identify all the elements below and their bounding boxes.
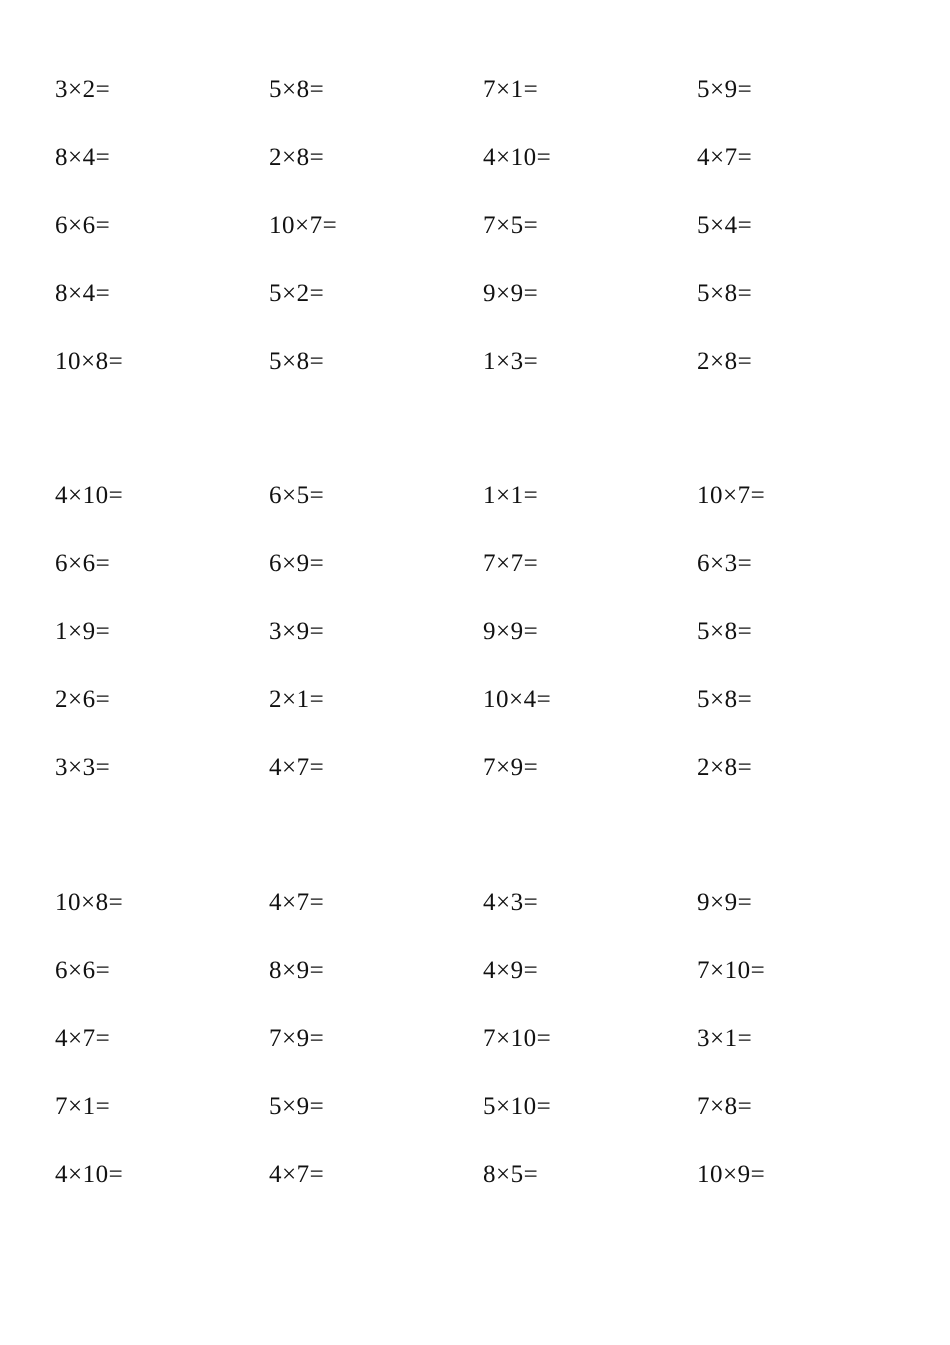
problem: 9×9= — [483, 618, 539, 645]
problem: 5×8= — [269, 76, 325, 103]
problem: 5×4= — [697, 212, 753, 239]
problem: 1×3= — [483, 348, 539, 375]
problem: 4×10= — [483, 144, 552, 171]
problem-row — [0, 206, 950, 246]
problem: 6×6= — [55, 957, 111, 984]
problem: 5×9= — [269, 1093, 325, 1120]
problem-row — [0, 1087, 950, 1127]
problem-row — [0, 951, 950, 991]
problem-row — [0, 342, 950, 382]
problem: 3×2= — [55, 76, 111, 103]
problem: 6×9= — [269, 550, 325, 577]
problem: 7×8= — [697, 1093, 753, 1120]
problem-row — [0, 274, 950, 314]
problem: 4×3= — [483, 889, 539, 916]
problem: 6×3= — [697, 550, 753, 577]
problem: 5×8= — [697, 280, 753, 307]
problem: 7×10= — [483, 1025, 552, 1052]
problem: 2×1= — [269, 686, 325, 713]
problem: 8×5= — [483, 1161, 539, 1188]
problem-row — [0, 883, 950, 923]
problem-row — [0, 70, 950, 110]
problem: 5×8= — [697, 618, 753, 645]
problem-row — [0, 544, 950, 584]
problem-row — [0, 748, 950, 788]
problem: 4×10= — [55, 482, 124, 509]
problem: 6×6= — [55, 550, 111, 577]
problem-row — [0, 612, 950, 652]
problem: 7×7= — [483, 550, 539, 577]
problem: 2×8= — [697, 348, 753, 375]
problem: 1×1= — [483, 482, 539, 509]
problem: 6×6= — [55, 212, 111, 239]
problem: 7×1= — [483, 76, 539, 103]
problem: 10×8= — [55, 889, 124, 916]
problem: 10×4= — [483, 686, 552, 713]
problem: 8×4= — [55, 280, 111, 307]
problem-row — [0, 1155, 950, 1195]
problem: 10×8= — [55, 348, 124, 375]
problem: 5×8= — [697, 686, 753, 713]
problem: 10×9= — [697, 1161, 766, 1188]
problem: 9×9= — [483, 280, 539, 307]
problem-row — [0, 1019, 950, 1059]
problem: 6×5= — [269, 482, 325, 509]
problem: 1×9= — [55, 618, 111, 645]
problem: 7×1= — [55, 1093, 111, 1120]
problem: 7×9= — [483, 754, 539, 781]
problem: 4×7= — [697, 144, 753, 171]
problem: 4×10= — [55, 1161, 124, 1188]
problem: 5×2= — [269, 280, 325, 307]
problem-row — [0, 138, 950, 178]
problem: 5×10= — [483, 1093, 552, 1120]
problem: 2×6= — [55, 686, 111, 713]
problem: 7×9= — [269, 1025, 325, 1052]
problem-row — [0, 476, 950, 516]
problem: 4×7= — [269, 1161, 325, 1188]
problem: 8×4= — [55, 144, 111, 171]
problem: 3×3= — [55, 754, 111, 781]
problem-row — [0, 680, 950, 720]
problem: 7×10= — [697, 957, 766, 984]
problem: 5×9= — [697, 76, 753, 103]
problem: 9×9= — [697, 889, 753, 916]
problem: 7×5= — [483, 212, 539, 239]
problem: 2×8= — [269, 144, 325, 171]
problem: 5×8= — [269, 348, 325, 375]
problem: 2×8= — [697, 754, 753, 781]
problem: 10×7= — [269, 212, 338, 239]
problem: 3×1= — [697, 1025, 753, 1052]
problem: 4×7= — [269, 889, 325, 916]
problem: 10×7= — [697, 482, 766, 509]
problem: 3×9= — [269, 618, 325, 645]
problem: 4×7= — [269, 754, 325, 781]
problem: 8×9= — [269, 957, 325, 984]
problem: 4×9= — [483, 957, 539, 984]
problem: 4×7= — [55, 1025, 111, 1052]
